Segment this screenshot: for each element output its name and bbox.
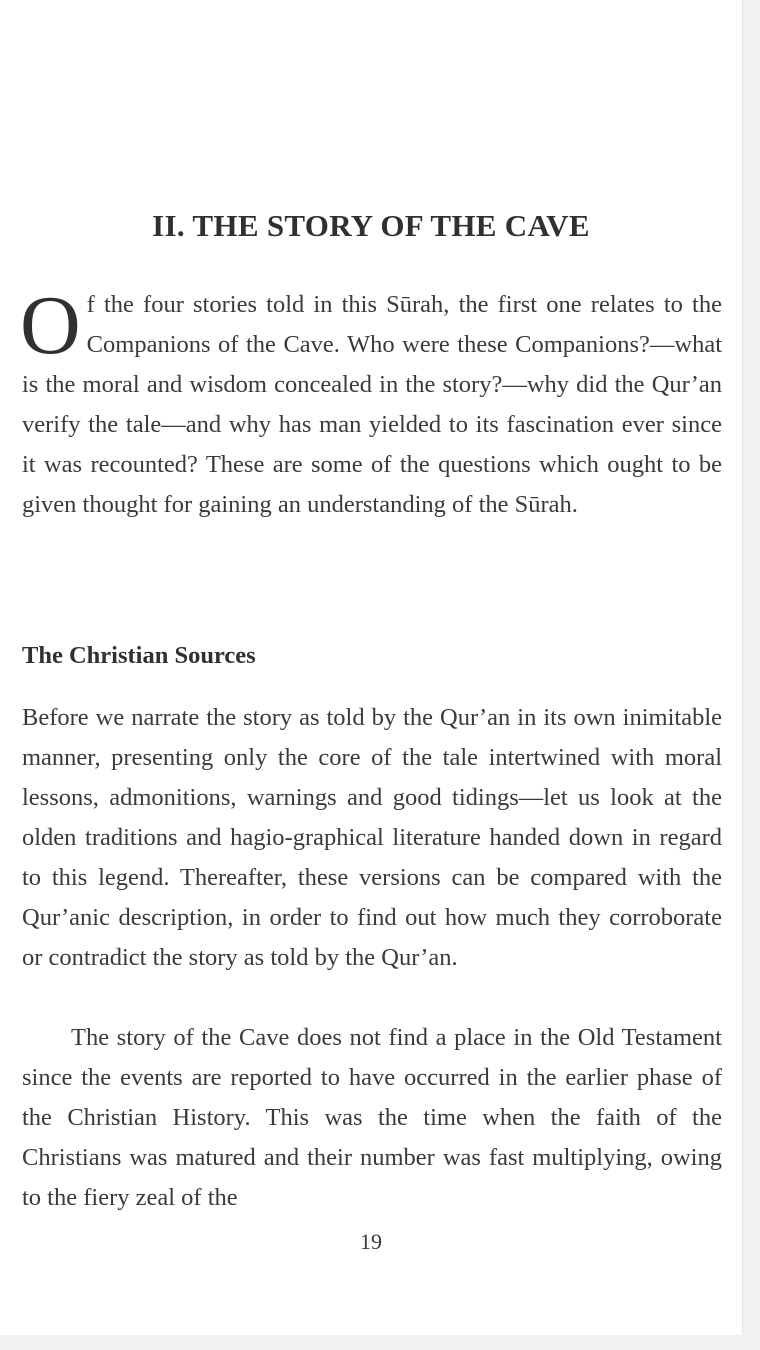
section-paragraph-2: The story of the Cave does not find a place in the Old Testament since the events are reported to have occurred in the earlier phase of the Christian History. This was the time when the faith of the Christians was matured and their number was fast multiplying, owing to the fiery zeal of the <box>22 1024 722 1211</box>
intro-paragraph <box>20 279 722 525</box>
chapter-title: II. THE STORY OF THE CAVE <box>152 208 590 243</box>
page-number: 19 <box>360 1229 382 1254</box>
drop-cap: O <box>20 279 81 372</box>
section-heading: The Christian Sources <box>22 642 256 669</box>
section-paragraph-1: Before we narrate the story as told by the Qur’an in its own inimitable manner, presenting only the core of the tale intertwined with moral lessons, admonitions, warnings and good tidings—let us look at the olden traditions and hagio-graphical literature handed down in regard to this legend. Thereafter, these versions can be compared with the Qur’anic description, in order to find out how much they corroborate or contradict the story as told by the Qur’an. <box>22 704 722 971</box>
intro-text: f the four stories told in this Sūrah, the first one relates to the Companions of the Cave. Who were these Companions?—what is the moral and wisdom concealed in the story?—why did the Qur’an verify the tale—and why has man yielded to its fascination ever since it was recounted? These are some of the questions which ought to be given thought for gaining an understanding of the Sūrah. <box>22 291 722 518</box>
